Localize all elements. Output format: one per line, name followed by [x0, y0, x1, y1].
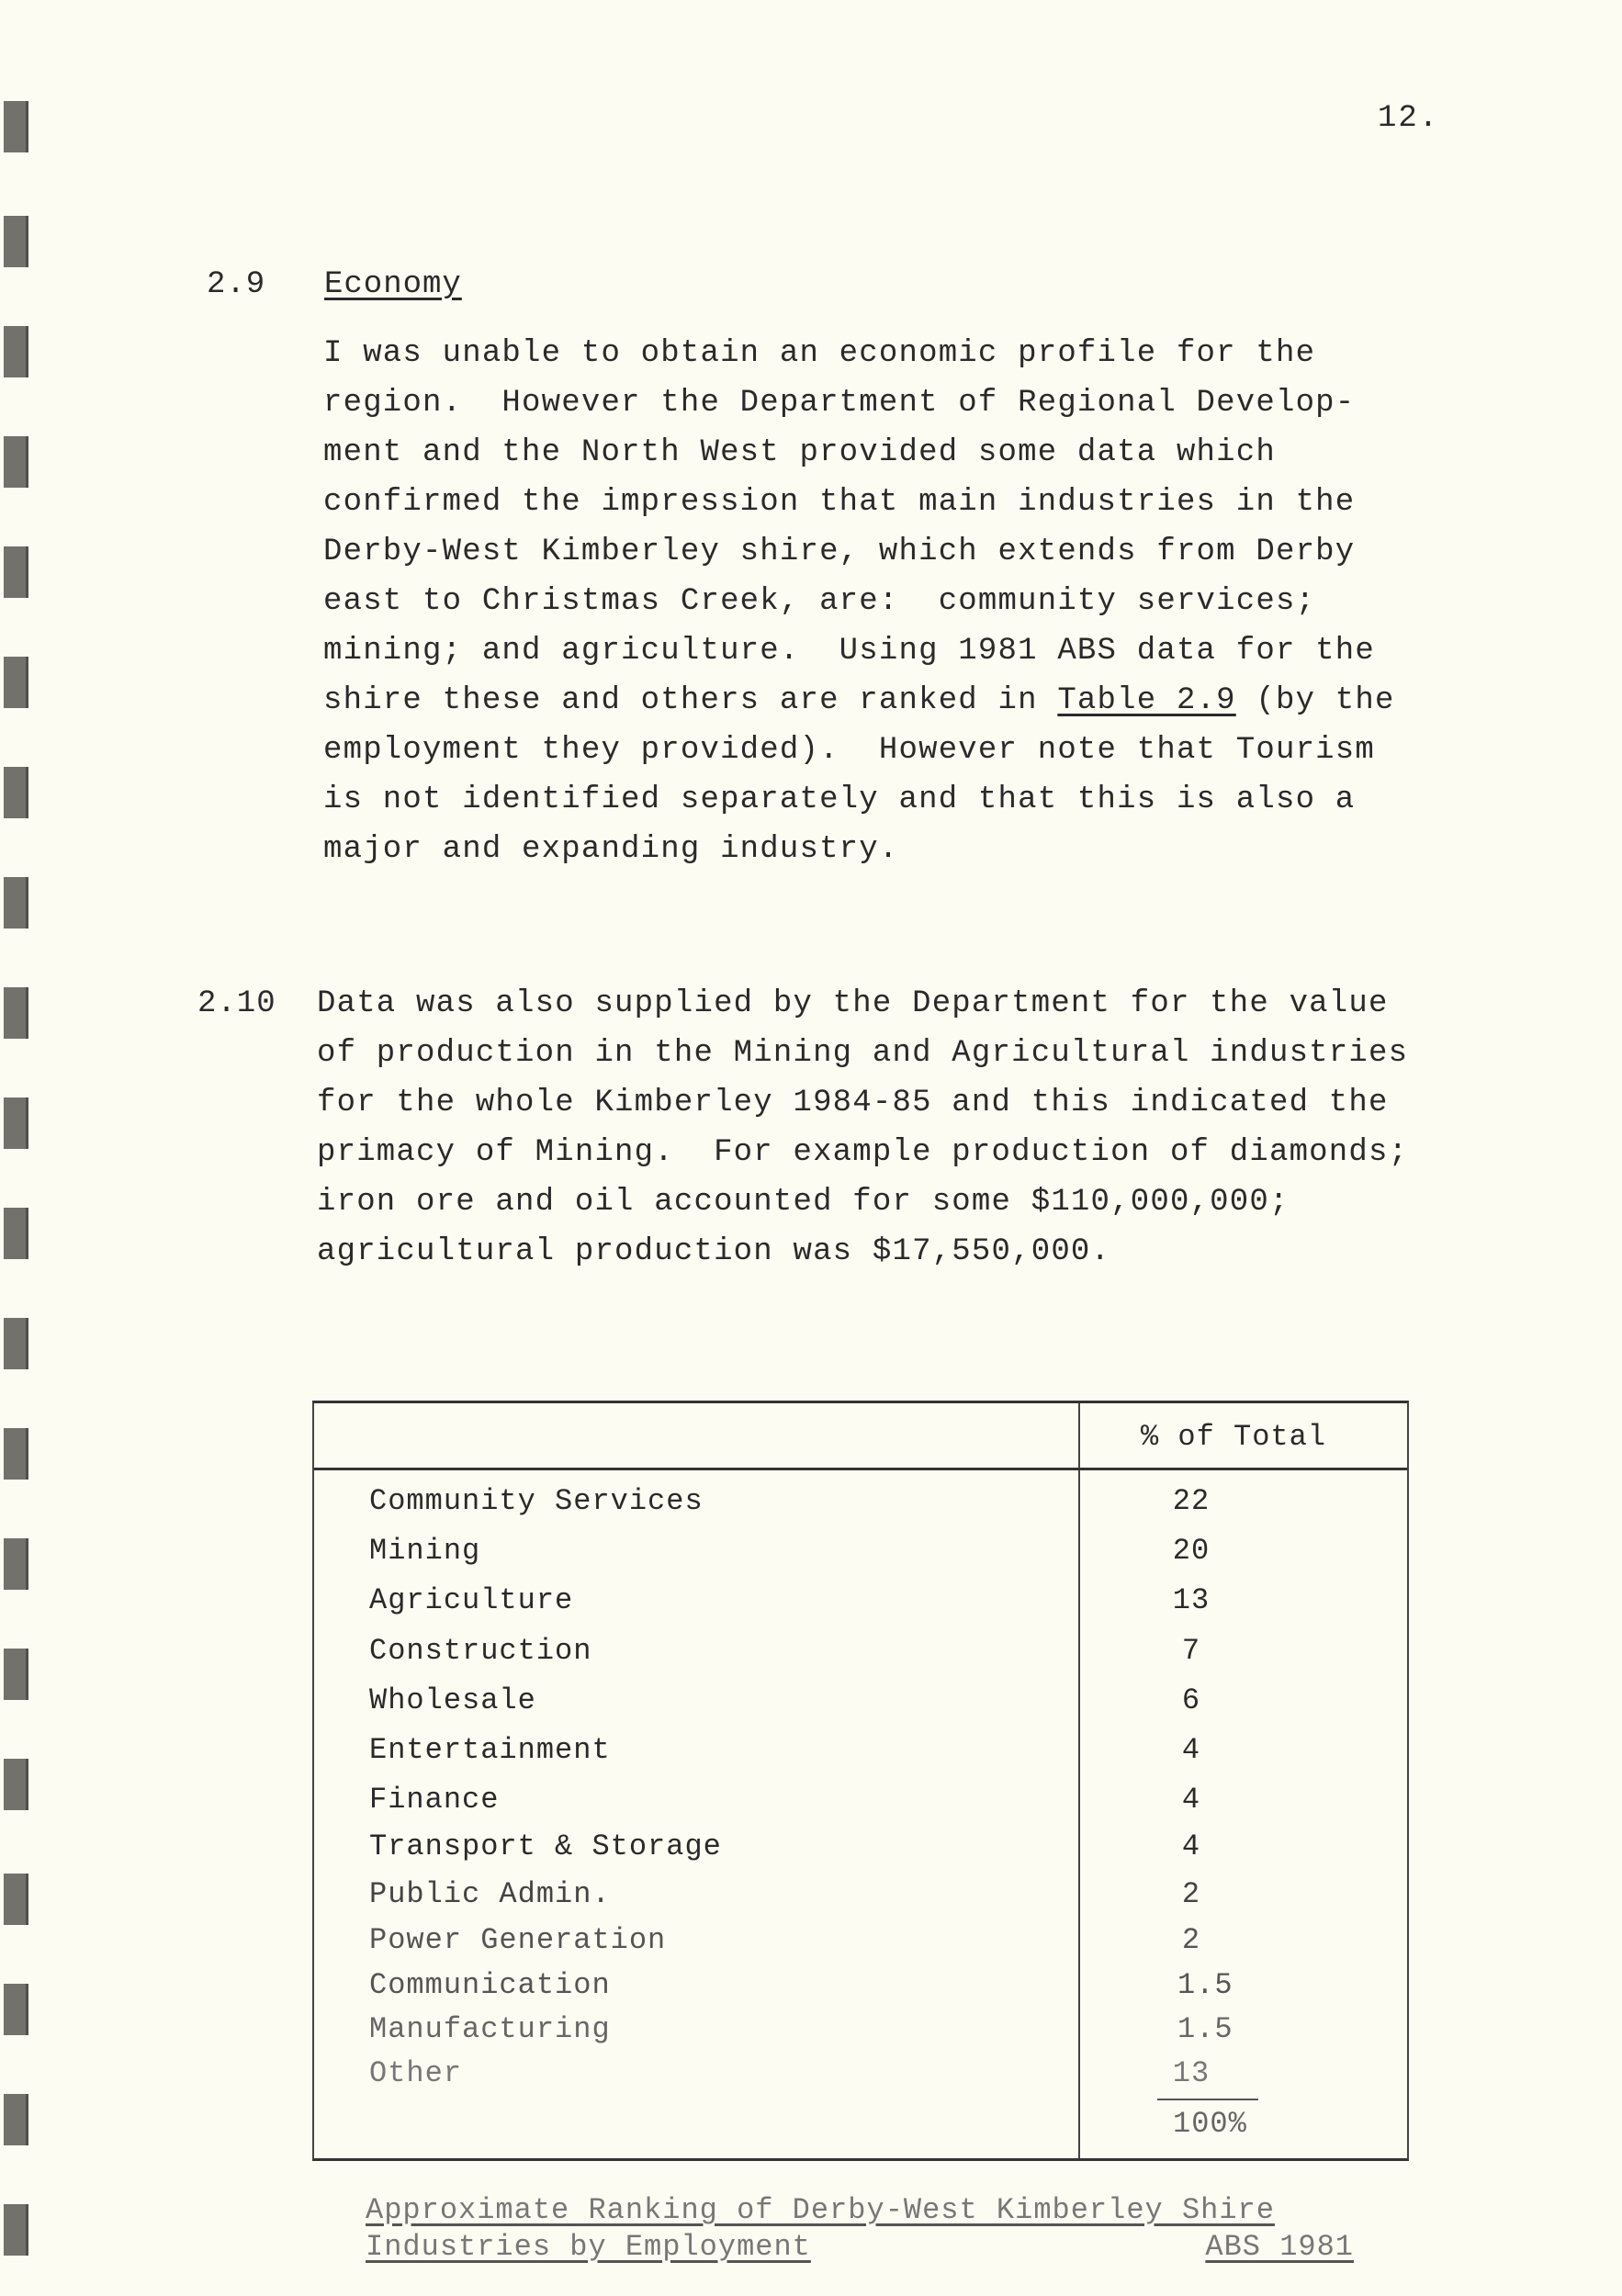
- text-line: [323, 676, 1395, 726]
- binding-hole: [4, 101, 28, 152]
- percent-value: 4: [1181, 1829, 1201, 1863]
- industry-label: Manufacturing: [369, 2012, 611, 2046]
- table-reference-link[interactable]: Table 2.9: [1057, 683, 1236, 718]
- industry-label: Other: [369, 2056, 463, 2090]
- section-number: 2.9: [207, 267, 266, 302]
- text-line: I was unable to obtain an economic profile for the: [323, 336, 1316, 371]
- caption-source: ABS 1981: [1205, 2230, 1354, 2264]
- percent-value: 20: [1172, 1534, 1211, 1568]
- binding-hole: [4, 326, 28, 377]
- binding-hole: [4, 1428, 28, 1480]
- binding-hole: [4, 657, 28, 708]
- text-line: east to Christmas Creek, are: community services;: [323, 584, 1316, 619]
- section-2-9-body: [323, 329, 1395, 874]
- percent-value: 13: [1172, 2056, 1211, 2090]
- caption-title: Approximate Ranking of Derby-West Kimberley Shire: [366, 2193, 1275, 2227]
- binding-hole: [4, 1649, 28, 1700]
- binding-hole: [4, 436, 28, 488]
- percent-value: 22: [1172, 1484, 1211, 1518]
- binding-hole: [4, 216, 28, 267]
- text-span: shire these and others are ranked in: [323, 683, 1058, 718]
- industry-label: Transport & Storage: [369, 1829, 722, 1863]
- binding-hole: [4, 1097, 28, 1149]
- text-span: (by the: [1235, 683, 1395, 718]
- industry-label: Community Services: [369, 1484, 704, 1518]
- caption-subtitle: Industries by Employment: [366, 2230, 811, 2264]
- text-line: major and expanding industry.: [323, 832, 899, 867]
- sum-rule: [1157, 2099, 1258, 2100]
- column-divider: [1078, 1403, 1080, 2158]
- text-line: for the whole Kimberley 1984-85 and this indicated the: [317, 1086, 1389, 1120]
- percent-value: 2: [1181, 1877, 1201, 1911]
- binding-hole: [4, 987, 28, 1039]
- text-line: Derby-West Kimberley shire, which extends from Derby: [323, 535, 1356, 569]
- binding-hole: [4, 877, 28, 929]
- binding-hole: [4, 2204, 28, 2256]
- text-line: is not identified separately and that this is also a: [323, 782, 1356, 817]
- text-line: confirmed the impression that main industries in the: [323, 485, 1356, 520]
- text-line: of production in the Mining and Agricultural industries: [317, 1036, 1409, 1071]
- section-title: Economy: [324, 267, 462, 302]
- table-caption-line1: [366, 2193, 1275, 2227]
- text-line: region. However the Department of Regional Develop-: [323, 386, 1356, 421]
- page-number: 12.: [1378, 101, 1440, 136]
- binding-hole: [4, 1208, 28, 1259]
- industry-label: Mining: [369, 1534, 481, 1568]
- industry-label: Finance: [369, 1783, 500, 1817]
- text-line: mining; and agriculture. Using 1981 ABS data for the: [323, 634, 1375, 669]
- industry-label: Agriculture: [369, 1583, 574, 1617]
- header-divider: [314, 1468, 1407, 1470]
- text-line: Data was also supplied by the Department for the value: [317, 986, 1389, 1021]
- binding-hole: [4, 1984, 28, 2035]
- percent-value: 6: [1181, 1683, 1201, 1717]
- section-number: 2.10: [197, 986, 276, 1021]
- binding-hole: [4, 1759, 28, 1810]
- percent-value: 4: [1181, 1733, 1201, 1767]
- binding-hole: [4, 546, 28, 598]
- percent-value: 1.5: [1177, 2012, 1233, 2046]
- text-line: agricultural production was $17,550,000.: [317, 1234, 1111, 1269]
- text-line: iron ore and oil accounted for some $110,000,000;: [317, 1185, 1290, 1220]
- industry-label: Power Generation: [369, 1923, 667, 1957]
- industry-label: Communication: [369, 1968, 611, 2002]
- binding-hole: [4, 1318, 28, 1369]
- percent-value: 2: [1181, 1923, 1201, 1957]
- binding-hole: [4, 767, 28, 818]
- column-header-percent: % of Total: [1141, 1420, 1327, 1454]
- industry-employment-table: [312, 1401, 1409, 2161]
- percent-value: 13: [1172, 1583, 1211, 1617]
- section-2-10-number: [197, 979, 276, 1029]
- percent-value: 7: [1181, 1634, 1201, 1668]
- binding-hole: [4, 2094, 28, 2145]
- text-line: employment they provided). However note that Tourism: [323, 733, 1375, 768]
- total-value: 100%: [1173, 2107, 1247, 2141]
- binding-hole: [4, 1538, 28, 1590]
- percent-value: 4: [1181, 1783, 1201, 1817]
- text-line: ment and the North West provided some data which: [323, 435, 1276, 470]
- binding-hole: [4, 1874, 28, 1925]
- industry-label: Construction: [369, 1634, 592, 1668]
- percent-value: 1.5: [1177, 1968, 1233, 2002]
- industry-label: Public Admin.: [369, 1877, 611, 1911]
- industry-label: Wholesale: [369, 1683, 536, 1717]
- text-line: primacy of Mining. For example production of diamonds;: [317, 1135, 1409, 1170]
- table-caption-line2: [366, 2230, 1354, 2264]
- industry-label: Entertainment: [369, 1733, 611, 1767]
- section-2-10-body: [317, 979, 1408, 1277]
